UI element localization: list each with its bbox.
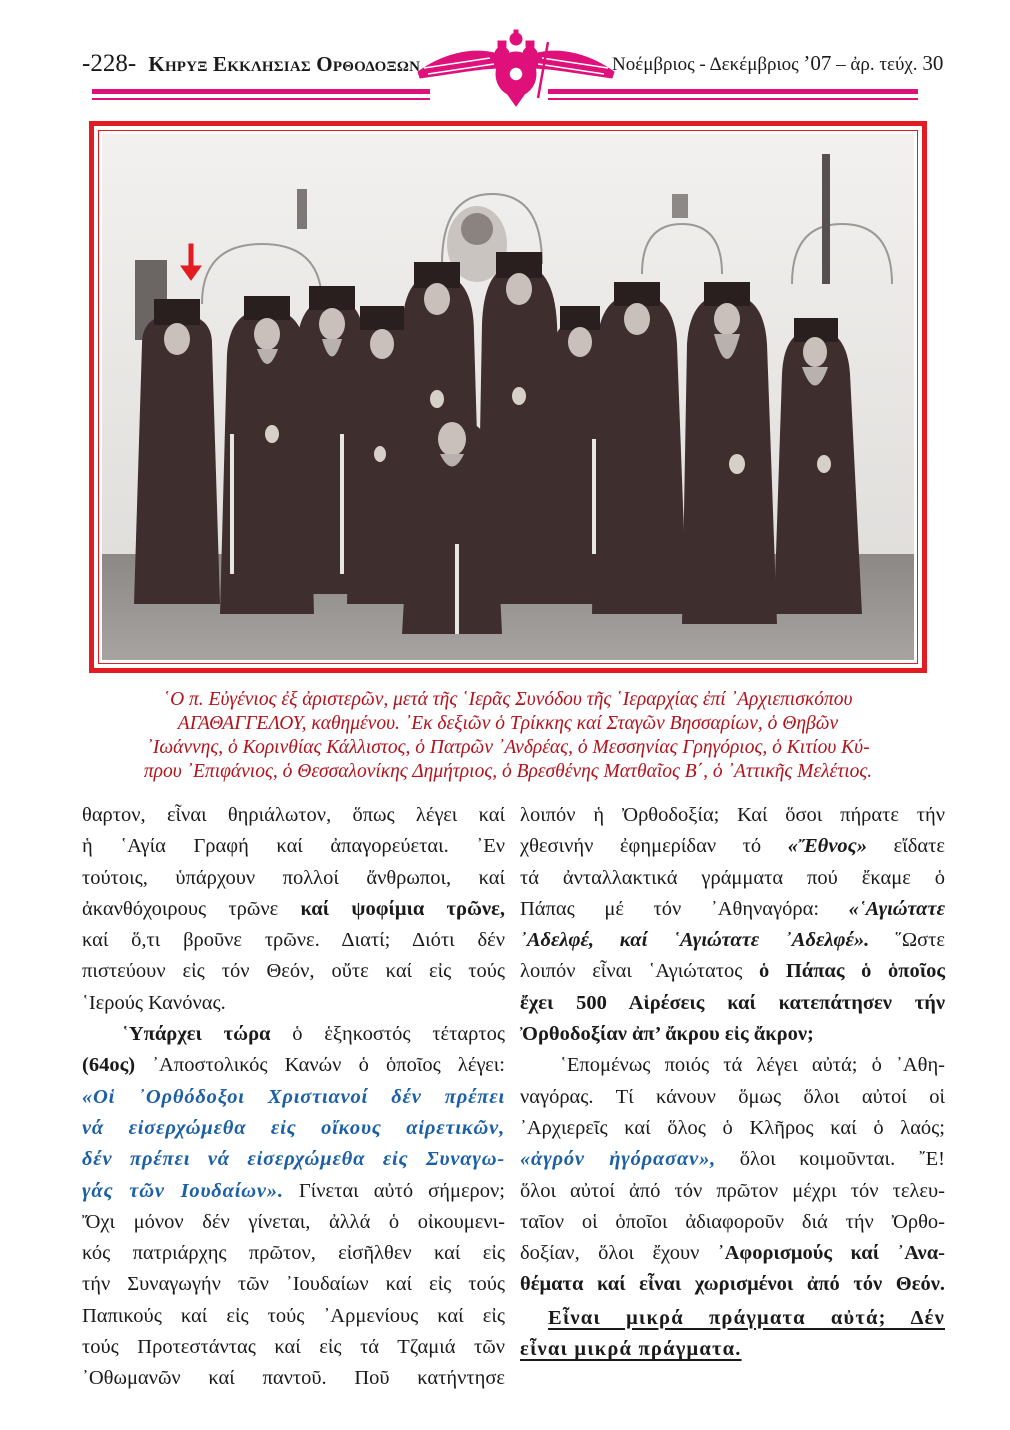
- text-line: [82, 1019, 505, 1050]
- bold-text: ῾Υπάρχει τώρα: [122, 1023, 271, 1046]
- closing-statement: εἶναι μικρά πράγματα.: [520, 1338, 742, 1361]
- bold-text: (64ος): [82, 1054, 136, 1077]
- bold-italic-quote: «῾Αγιώτατε: [848, 897, 945, 920]
- double-headed-eagle-icon: [410, 28, 622, 108]
- bold-text: ᾿Αφορισμούς καί ᾿Ανα-: [717, 1242, 945, 1265]
- right-column: [520, 800, 945, 1365]
- text-line: Ὄχι μόνον δέν γίνεται, ἀλλά ὁ οἰκουμενι-: [82, 1210, 505, 1233]
- bold-text: καί ψοφίμια τρῶνε,: [300, 897, 505, 920]
- bold-line: θέματα καί εἶναι χωρισμένοι ἀπό τόν Θεόν.: [520, 1273, 945, 1296]
- issue-label: ἀρ. τεύχ.: [850, 54, 918, 75]
- text-line: ῾Ιερούς Κανόνας.: [82, 991, 226, 1014]
- header-rule-thick-left: [92, 89, 430, 94]
- group-photo-illustration: [102, 134, 914, 660]
- photo-frame: [89, 121, 927, 673]
- text-run: λοιπόν εἶναι ῾Αγιώτατος: [520, 960, 759, 983]
- photo-caption: [90, 688, 926, 784]
- text-run: χθεσινήν ἐφημερίδαν τό: [520, 835, 788, 858]
- text-line: [520, 1144, 945, 1175]
- text-line: τούτοις, ὑπάρχουν πολλοί ἄνθρωποι, καί: [82, 866, 505, 889]
- publication-title: Κηρυξ Εκκλησιας Ορθοδοξων: [148, 52, 421, 76]
- text-run: Γίνεται αὐτό σήμερον;: [283, 1179, 505, 1202]
- newspaper-name: «Ἔθνος»: [787, 835, 868, 858]
- text-line: λοιπόν ἡ Ὀρθοδοξία; Καί ὅσοι πήρατε τήν: [520, 804, 945, 826]
- text-line: τήν Συναγωγήν τῶν ᾿Ιουδαίων καί εἰς τούς: [82, 1273, 505, 1296]
- text-run: Πάπας μέ τόν ᾿Αθηναγόρα:: [520, 897, 849, 920]
- text-line: ναγόρας. Τί κάνουν ὅμως ὅλοι αὐτοί οἱ: [520, 1085, 945, 1108]
- text-run: ἀκανθόχοιρους τρῶνε: [82, 897, 301, 920]
- page-number: -228-: [82, 50, 137, 77]
- header-rule-thin-left: [92, 98, 430, 100]
- text-line: Παπικούς καί εἰς τούς ᾿Αρμενίους καί εἰς: [82, 1304, 505, 1327]
- issue-dates: Νοέμβριος - Δεκέμβριος: [612, 54, 799, 75]
- text-line: [520, 956, 945, 987]
- text-run: εἴδατε: [867, 835, 946, 858]
- text-line: ῾Επομένως ποιός τά λέγει αὐτά; ὁ ᾿Αθη-: [560, 1054, 945, 1077]
- text-line: [520, 894, 945, 925]
- text-line: ὅλοι αὐτοί ἀπό τόν πρῶτον μέχρι τόν τελευ-: [520, 1179, 945, 1202]
- text-line: [82, 894, 505, 925]
- text-run: ᾿Αποστολικός Κανών ὁ ὁποῖος λέγει:: [135, 1054, 505, 1077]
- issue-dash: –: [836, 54, 846, 75]
- canon-quote-line: «Οἱ ᾿Ορθόδοξοι Χριστιανοί δέν πρέπει: [82, 1085, 505, 1108]
- text-line: [520, 925, 945, 956]
- text-line: [82, 1176, 505, 1207]
- text-line: πιστεύουν εἰς τόν Θεόν, οὔτε καί εἰς τούς: [82, 960, 505, 983]
- text-run: ὅλοι κοιμοῦνται. ῎Ε!: [716, 1148, 945, 1171]
- text-run: ῞Ωστε: [869, 929, 945, 952]
- text-line: ᾿Οθωμανῶν καί παντοῦ. Ποῦ κατήντησε: [82, 1367, 505, 1390]
- caption-line: ΑΓΑΘΑΓΓΕΛΟΥ, καθημένου. ᾿Εκ δεξιῶν ὁ Τρίκκης καί Σταγῶν Βησσαρίων, ὁ Θηβῶν: [177, 713, 839, 734]
- canon-quote-line: νά εἰσερχώμεθα εἰς οἴκους αἱρετικῶν,: [82, 1116, 505, 1139]
- issue-info: [612, 51, 943, 76]
- text-line: [520, 831, 945, 862]
- header-left: [82, 50, 420, 78]
- text-line: ταῖον οἱ ὁποῖοι ἀδιαφοροῦν διά τήν Ὀρθο-: [520, 1210, 945, 1233]
- text-line: [82, 1050, 505, 1081]
- text-line: θαρτον, εἶναι θηριάλωτον, ὅπως λέγει καί: [82, 804, 505, 826]
- closing-line: [520, 1303, 945, 1334]
- left-column: [82, 800, 505, 1395]
- text-line: [520, 1238, 945, 1269]
- group-photo: [102, 134, 914, 660]
- text-line: τά ἀνταλλακτικά γράμματα πού ἔκαμε ὁ: [520, 866, 945, 889]
- bold-italic-quote: ᾿Αδελφέ, καί ῾Αγιώτατε ᾿Αδελφέ».: [520, 929, 870, 952]
- text-run: δοξίαν, ὅλοι ἔχουν: [520, 1242, 718, 1265]
- closing-statement: Εἶναι μικρά πράγματα αὐτά; Δέν: [548, 1306, 945, 1329]
- issue-number: 30: [922, 51, 944, 75]
- blue-quote: «ἀγρόν ἠγόρασαν»,: [520, 1148, 717, 1171]
- text-line: τούς Προτεστάντας καί εἰς τά Τζαμιά τῶν: [82, 1336, 505, 1359]
- caption-line: πρου ᾿Επιφάνιος, ὁ Θεσσαλονίκης Δημήτριος, ὁ Βρεσθένης Ματθαῖος Β΄, ὁ ᾿Αττικῆς Μελέτιος.: [143, 761, 873, 782]
- page-header: [0, 0, 1010, 110]
- bold-line: ἔχει 500 Αἱρέσεις καί κατεπάτησεν τήν: [520, 991, 945, 1014]
- text-line: ἡ ῾Αγία Γραφή καί ἀπαγορεύεται. ᾿Εν: [82, 835, 505, 858]
- text-run: ὁ ἑξηκοστός τέταρτος: [270, 1023, 505, 1046]
- caption-line: ᾿Ιωάννης, ὁ Κορινθίας Κάλλιστος, ὁ Πατρῶν ᾿Ανδρέας, ὁ Μεσσηνίας Γρηγόριος, ὁ Κιτίου Κύ-: [146, 737, 870, 758]
- issue-year: ’07: [803, 51, 832, 75]
- bold-line: Ὀρθοδοξίαν ἀπ’ ἄκρου εἰς ἄκρον;: [520, 1023, 814, 1046]
- bold-text: ὁ Πάπας ὁ ὁποῖος: [758, 960, 945, 983]
- caption-line: ῾Ο π. Εὐγένιος ἐξ ἀριστερῶν, μετά τῆς ῾Ιερᾶς Συνόδου τῆς ῾Ιεραρχίας ἐπί ᾿Αρχιεπισκόπου: [163, 689, 853, 710]
- canon-quote-end: γάς τῶν Ιουδαίων».: [82, 1179, 284, 1202]
- header-rule-thin-right: [548, 98, 918, 100]
- text-line: κός πατριάρχης πρῶτον, εἰσῆλθεν καί εἰς: [82, 1242, 505, 1265]
- text-line: καί ὅ,τι βροῦνε τρῶνε. Διατί; Διότι δέν: [82, 929, 505, 952]
- closing-line: [520, 1334, 945, 1365]
- canon-quote-line: δέν πρέπει νά εἰσερχώμεθα εἰς Συναγω-: [82, 1148, 505, 1171]
- text-line: ᾿Αρχιερεῖς καί ὅλος ὁ Κλῆρος καί ὁ λαός;: [520, 1116, 945, 1139]
- header-rule-thick-right: [548, 89, 918, 94]
